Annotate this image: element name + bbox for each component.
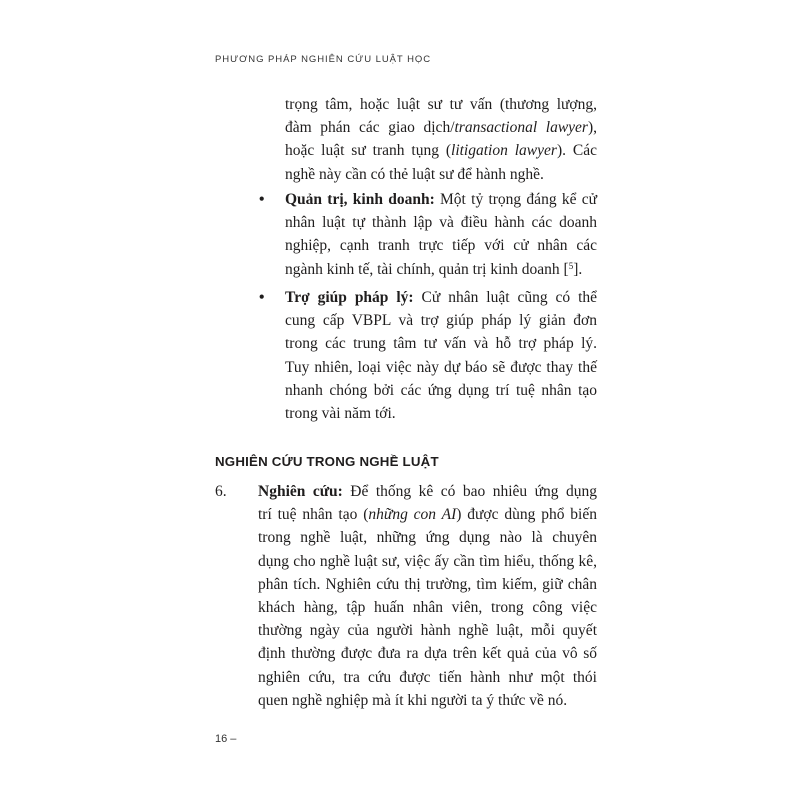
- italic-term: những con AI: [368, 506, 457, 524]
- line-text: đàm phán các giao dịch/: [285, 119, 455, 137]
- line-text: trong vài năm tới.: [285, 405, 396, 423]
- line-text: ) được dùng phổ biến: [456, 506, 597, 524]
- line-text: trong các trung tâm tư vấn và hỗ trợ pháp lý.: [285, 335, 597, 353]
- numbered-item-research: [258, 480, 597, 712]
- text-line: [285, 332, 597, 355]
- text-line: [258, 503, 597, 526]
- bold-lead: Nghiên cứu:: [258, 483, 343, 500]
- line-text: nhanh chóng bởi các ứng dụng trí tuệ nhân tạo: [285, 381, 597, 399]
- line-text: nghiệp, cạnh tranh trực tiếp với cử nhân các: [285, 237, 597, 255]
- line-text: định thường được đưa ra dựa trên kết quả của vô số: [258, 645, 597, 663]
- line-text: ].: [573, 260, 583, 278]
- page-number: 16 –: [215, 733, 237, 745]
- italic-term: litigation lawyer: [451, 142, 557, 160]
- bold-lead: Trợ giúp pháp lý:: [285, 289, 414, 306]
- line-text: thường ngày của người hành nghề luật, mỗi quyết: [258, 622, 597, 640]
- line-text: Tuy nhiên, loại việc này dự báo sẽ được thay thế: [285, 358, 597, 376]
- line-text: cung cấp VBPL và trợ giúp pháp lý giản đơn: [285, 312, 597, 330]
- line-text: quen nghề nghiệp mà ít khi người ta ý thức về nó.: [258, 691, 568, 709]
- text-line: [285, 188, 597, 211]
- line-text: phân tích. Nghiên cứu thị trường, tìm kiếm, giữ chân: [258, 575, 597, 593]
- line-text: nghề này cần có thẻ luật sư để hành nghề.: [285, 165, 544, 183]
- line-text: trong nghề luật, những ứng dụng nào là chuyên: [258, 529, 597, 547]
- line-text: nghiên cứu, tra cứu được tiến hành như một thói: [258, 668, 597, 686]
- text-line: [258, 666, 597, 689]
- text-line: [285, 116, 597, 139]
- line-text: ). Các: [556, 142, 597, 160]
- text-line: [285, 139, 597, 162]
- text-line: [285, 356, 597, 379]
- text-line: [285, 258, 597, 281]
- line-text: Để thống kê có bao nhiêu ứng dụng: [342, 483, 597, 500]
- text-line: [258, 550, 597, 573]
- line-text: nhân luật tự thành lập và điều hành các doanh: [285, 214, 597, 232]
- text-line: [285, 286, 597, 309]
- text-line: [258, 480, 597, 503]
- text-line: [285, 309, 597, 332]
- bullet-item-legal-aid: [285, 286, 597, 425]
- text-line: [285, 402, 597, 425]
- line-text: trí tuệ nhân tạo (: [258, 506, 369, 524]
- text-line: [258, 689, 597, 712]
- item-number: 6.: [215, 483, 227, 500]
- line-text: ),: [587, 119, 597, 137]
- italic-term: transactional lawyer: [454, 119, 588, 137]
- text-line: [258, 619, 597, 642]
- bullet-marker: •: [259, 191, 265, 208]
- running-header: PHƯƠNG PHÁP NGHIÊN CỨU LUẬT HỌC: [215, 54, 432, 65]
- text-line: [285, 163, 597, 186]
- line-text: Cử nhân luật cũng có thể: [413, 289, 598, 306]
- text-line: [258, 573, 597, 596]
- text-line: [258, 596, 597, 619]
- line-text: trọng tâm, hoặc luật sư tư vấn (thương lượng,: [285, 96, 597, 113]
- section-heading: NGHIÊN CỨU TRONG NGHỀ LUẬT: [215, 454, 439, 469]
- bullet-marker: •: [259, 289, 265, 306]
- intro-paragraph: [285, 93, 597, 186]
- line-text: hoặc luật sư tranh tụng (: [285, 142, 452, 160]
- text-line: [258, 526, 597, 549]
- text-line: [285, 211, 597, 234]
- bullet-item-business: [285, 188, 597, 281]
- text-line: [258, 642, 597, 665]
- reference-superscript: 5: [568, 260, 574, 271]
- text-line: [285, 234, 597, 257]
- line-text: Một tỷ trọng đáng kể cử: [434, 191, 598, 208]
- text-line: [285, 379, 597, 402]
- line-text: khách hàng, tập huấn nhân viên, trong công việc: [258, 599, 597, 617]
- bold-lead: Quản trị, kinh doanh:: [285, 191, 435, 208]
- line-text: ngành kinh tế, tài chính, quản trị kinh doanh [: [285, 260, 569, 278]
- line-text: dụng cho nghề luật sư, việc ấy cần tìm hiểu, thống kê,: [258, 552, 597, 570]
- text-line: [285, 93, 597, 116]
